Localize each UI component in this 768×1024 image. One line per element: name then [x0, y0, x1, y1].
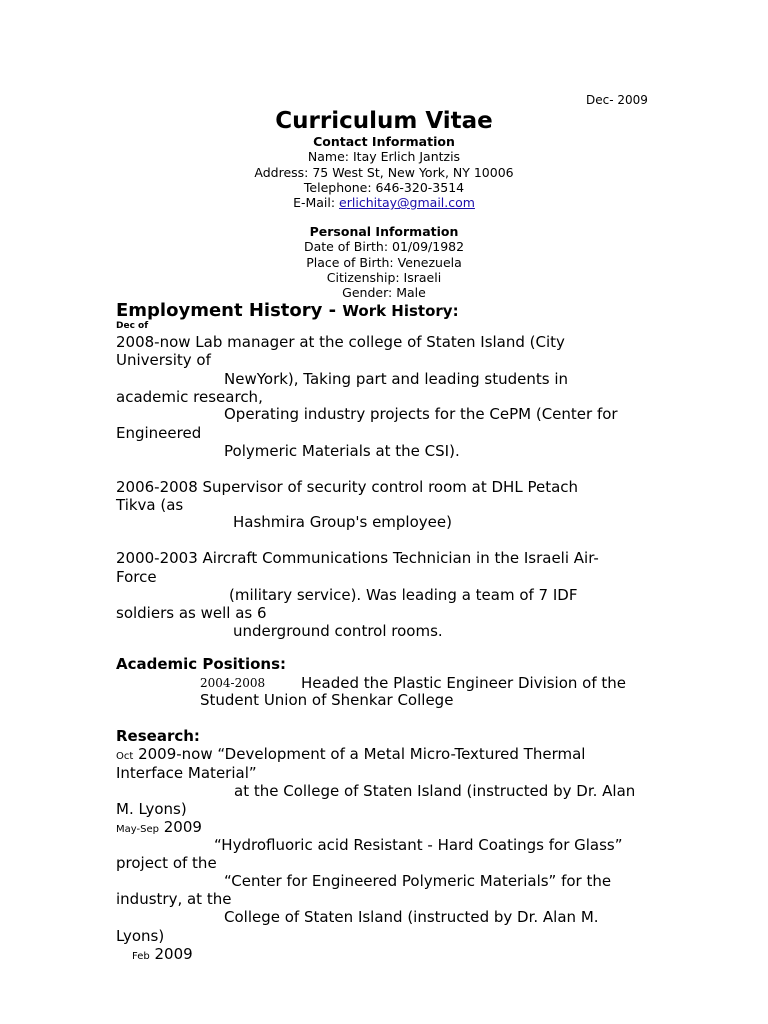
- personal-gender: Gender: Male: [342, 285, 426, 301]
- employment-title: Employment History -: [116, 300, 343, 321]
- emp3-line4: soldiers as well as 6: [116, 604, 267, 622]
- research1-title: 2009-now “Development of a Metal Micro-Textured Thermal: [133, 745, 586, 763]
- personal-section: [200, 224, 568, 300]
- research-heading: Research:: [116, 727, 200, 745]
- academic-years: 2004-2008: [200, 676, 266, 690]
- emp3-line1: 2000-2003 Aircraft Communications Technician in the Israeli Air-: [116, 549, 599, 567]
- research2-year: 2009: [158, 818, 202, 836]
- page-title: Curriculum Vitae: [275, 108, 493, 134]
- contact-telephone: Telephone: 646-320-3514: [303, 179, 465, 195]
- personal-citizenship: Citizenship: Israeli: [326, 269, 442, 285]
- research2-line6: Lyons): [116, 927, 165, 945]
- email-label: E-Mail:: [293, 195, 340, 211]
- employment-subtitle: Work History:: [342, 302, 459, 320]
- emp3-line2: Force: [116, 568, 157, 586]
- emp1-line7: Polymeric Materials at the CSI).: [224, 442, 460, 460]
- emp1-line4: academic research,: [116, 388, 263, 406]
- emp3-line3: (military service). Was leading a team of 7 IDF: [229, 586, 578, 604]
- research1-line3: at the College of Staten Island (instructed by Dr. Alan: [234, 782, 636, 800]
- contact-email-row: [200, 195, 568, 210]
- emp2-line2: Tikva (as: [116, 496, 184, 514]
- research2-line5: College of Staten Island (instructed by Dr. Alan M.: [224, 908, 599, 926]
- research2-line2: project of the: [116, 854, 217, 872]
- emp3-line5: underground control rooms.: [233, 622, 443, 640]
- emp2-line1: 2006-2008 Supervisor of security control room at DHL Petach: [116, 478, 579, 496]
- research1-month: Oct: [116, 751, 134, 762]
- academic-heading: Academic Positions:: [116, 655, 287, 673]
- research2-month: May-Sep: [116, 824, 159, 835]
- research3-date: [132, 945, 193, 966]
- personal-heading: Personal Information: [309, 224, 459, 239]
- research2-date: [116, 818, 202, 839]
- email-link[interactable]: erlichitay@gmail.com: [339, 195, 475, 211]
- academic-line2: Student Union of Shenkar College: [200, 691, 454, 709]
- personal-dob: Date of Birth: 01/09/1982: [303, 239, 465, 255]
- emp1-line3: NewYork), Taking part and leading students in: [224, 370, 569, 388]
- research3-month: Feb: [132, 951, 150, 962]
- employment-dec-of: Dec of: [116, 321, 149, 331]
- research2-line4: industry, at the: [116, 890, 232, 908]
- emp1-line6: Engineered: [116, 424, 202, 442]
- personal-pob: Place of Birth: Venezuela: [306, 254, 462, 270]
- emp1-line2: University of: [116, 351, 211, 369]
- research2-line3: “Center for Engineered Polymeric Materials” for the: [224, 872, 612, 890]
- research2-line1: “Hydrofluoric acid Resistant - Hard Coatings for Glass”: [214, 836, 623, 854]
- emp2-line3: Hashmira Group's employee): [233, 513, 452, 531]
- academic-line1: Headed the Plastic Engineer Division of the: [301, 674, 627, 692]
- research1-line4: M. Lyons): [116, 800, 187, 818]
- contact-name: Name: Itay Erlich Jantzis: [307, 149, 461, 165]
- document-date: Dec- 2009: [586, 93, 648, 107]
- emp1-line1: 2008-now Lab manager at the college of Staten Island (City: [116, 333, 565, 351]
- employment-heading: [116, 300, 459, 321]
- contact-section: [200, 134, 568, 210]
- contact-address: Address: 75 West St, New York, NY 10006: [254, 164, 514, 180]
- contact-heading: Contact Information: [313, 134, 455, 149]
- research1-line2: Interface Material”: [116, 764, 257, 782]
- emp1-line5: Operating industry projects for the CePM (Center for: [224, 405, 618, 423]
- research3-year: 2009: [149, 945, 193, 963]
